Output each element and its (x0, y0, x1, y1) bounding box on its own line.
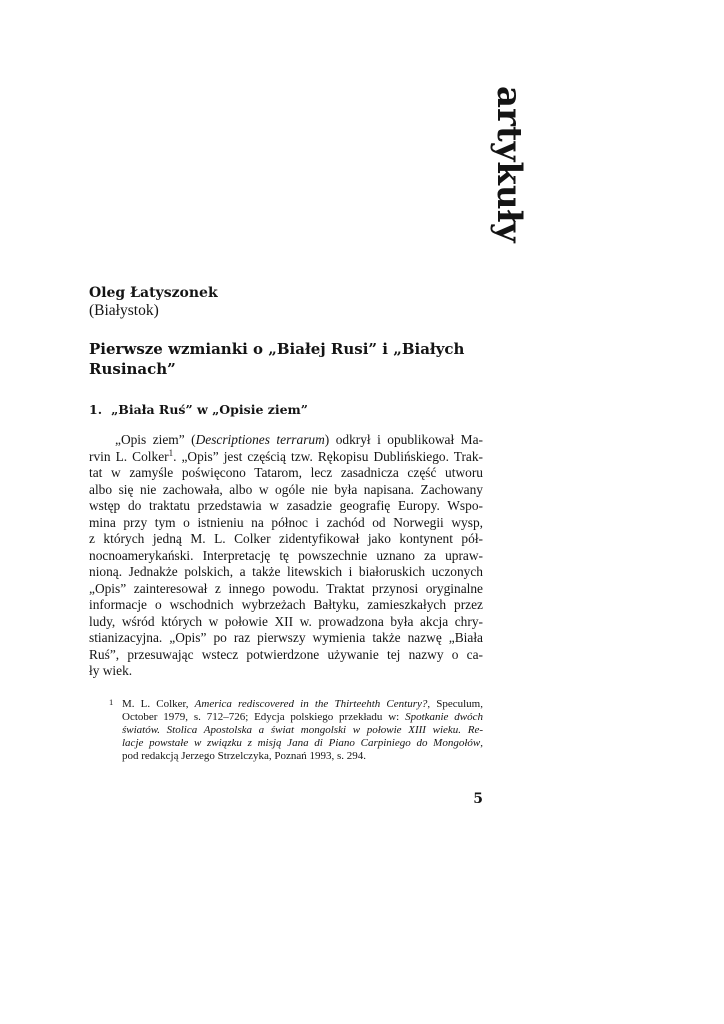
italic-title: America rediscovered in the Thirteehth Century? (194, 698, 428, 710)
text-run: M. L. Colker, (122, 698, 195, 710)
body-line: z których jedną M. L. Colker zidentyfikował jako kontynent pół- (89, 531, 483, 546)
body-line (89, 432, 483, 449)
text-run: . „Opis” jest częścią tzw. Rękopisu Dublińskiego. Trak- (173, 448, 483, 464)
author-block (89, 285, 218, 319)
page-number: 5 (473, 791, 483, 807)
body-paragraph (89, 432, 483, 680)
author-name: Oleg Łatyszonek (89, 284, 218, 301)
body-line (89, 449, 483, 466)
text-run: October 1979, s. 712–726; Edycja polskiego przekładu w: (122, 711, 406, 723)
text-run: „Opis ziem” ( (115, 432, 196, 447)
body-line: tat w zamyśle poświęcono Tatarom, lecz zasadnicza część utworu (89, 465, 483, 480)
title-line: Rusinach” (89, 360, 176, 378)
author-affiliation: (Białystok) (89, 301, 159, 319)
body-line: informacje o wschodnich wybrzeżach Bałtyku, zamieszkałych przez (89, 597, 483, 612)
section-title: „Biała Ruś” w „Opisie ziem” (111, 402, 308, 417)
body-line: mina przy tym o istnieniu na północ i zachód od Norwegii wysp, (89, 514, 483, 530)
footnote-line (122, 737, 483, 750)
italic-title: Descriptiones terrarum (195, 432, 325, 447)
body-line: ludy, wśród których w połowie XII w. prowadzona była akcja chry- (89, 613, 483, 629)
footnote-line: światów. Stolica Apostolska a świat mongolski w połowie XIII wieku. Re- (122, 724, 483, 736)
section-label-vertical: artykuły (489, 86, 529, 243)
body-line: Ruś”, przesuwając wstecz potwierdzone używanie tej nazwy o ca- (89, 646, 483, 662)
italic-title: lacje powstałe w związku z misją Jana di Piano Carpiniego do Mongołów (122, 737, 481, 749)
italic-title: Spotkanie dwóch (405, 711, 483, 723)
section-heading (89, 401, 308, 419)
footnote-line: pod redakcją Jerzego Strzelczyka, Poznań 1993, s. 294. (122, 750, 367, 762)
body-line: stianizacyjna. „Opis” po raz pierwszy wymienia także nazwę „Biała (89, 630, 483, 645)
text-run: , (480, 737, 483, 749)
body-line: nocnoamerykański. Interpretację tę powszechnie uznano za upraw- (89, 547, 483, 563)
body-line: „Opis” zainteresował z innego powodu. Traktat przynosi oryginalne (89, 580, 483, 596)
footnote-line (122, 698, 483, 711)
text-run: , Speculum, (427, 698, 483, 710)
footnote-line (122, 711, 483, 724)
body-line: albo się nie zachowała, albo w ogóle nie była napisana. Zachowany (89, 481, 483, 497)
text-run: ) odkrył i opublikował Ma- (324, 432, 483, 447)
title-line: Pierwsze wzmianki o „Białej Rusi” i „Białych (89, 340, 465, 358)
footnote (122, 698, 483, 763)
article-title (89, 339, 464, 379)
body-line: ły wiek. (89, 663, 133, 678)
footnote-marker: 1 (109, 697, 114, 707)
body-line: nioną. Jednakże polskich, a także litewskich i białoruskich uczonych (89, 564, 483, 579)
section-number: 1. (89, 402, 103, 417)
body-line: wstęp do traktatu przedstawia w zasadzie geografię Europy. Wspo- (89, 498, 483, 513)
text-run: rvin L. Colker (89, 448, 169, 464)
footnote-reference[interactable]: 1 (168, 447, 174, 458)
